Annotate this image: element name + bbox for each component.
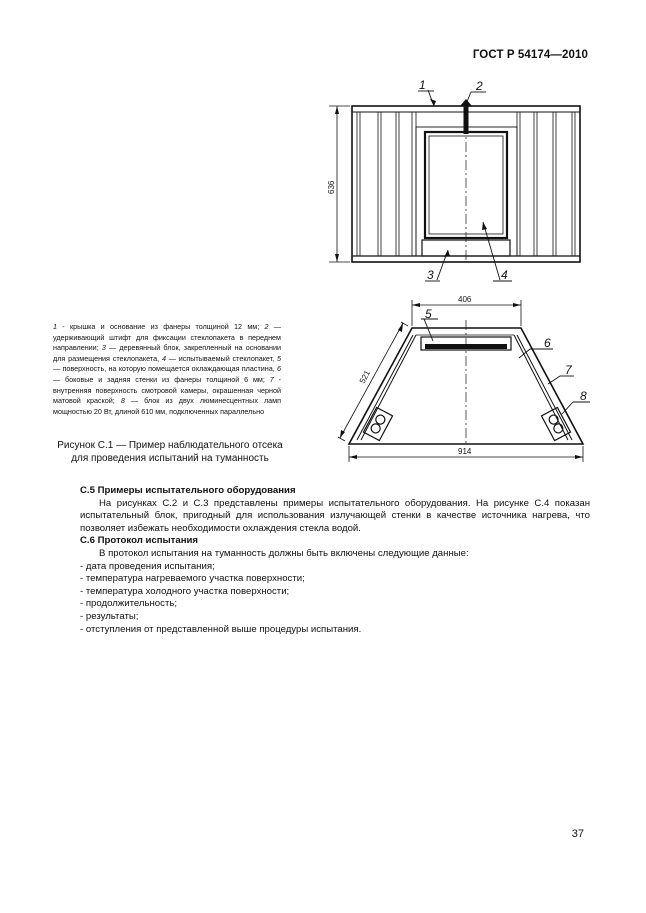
list-item: - продолжительность; <box>80 598 178 610</box>
section-c6-intro: В протокол испытания на туманность должны быть включены следующие данные: <box>99 547 469 559</box>
callout-2: 2 <box>476 79 483 93</box>
dimension-521: 521 <box>357 368 373 385</box>
dimension-406: 406 <box>458 295 472 304</box>
list-item: - результаты; <box>80 610 139 622</box>
callout-6: 6 <box>544 336 551 350</box>
list-item: - температура холодного участка поверхности; <box>80 585 290 597</box>
dimension-636: 636 <box>327 180 336 194</box>
caption-line-1: Рисунок С.1 — Пример наблюдательного отсека <box>57 440 283 451</box>
document-body <box>80 485 590 636</box>
page-number: 37 <box>571 828 584 840</box>
dimension-914: 914 <box>458 447 472 456</box>
caption-line-2: для проведения испытаний на туманность <box>71 453 269 464</box>
callout-4: 4 <box>501 268 508 282</box>
document-header: ГОСТ Р 54174—2010 <box>472 49 588 61</box>
list-item: - температура нагреваемого участка поверхности; <box>80 573 305 585</box>
figure-legend: 1 - крышка и основание из фанеры толщиной 12 мм; 2 — удерживающий штифт для фиксации стеклопакета в переднем направлении; 3 — деревянный блок, закрепленный на основании для размещения стеклопакета, 4 — испытываемый стеклопакет, 5 — поверхность, на которую помещается охлаждающая пластина, 6 — боковые и задняя стенки из фанеры толщиной 6 мм; 7 - внутренняя поверхность смотровой камеры, окрашенная черной матовой краской; 8 — блок из двух люминесцентных ламп мощностью 20 Вт, длиной 610 мм, подключенных параллельно <box>53 322 282 416</box>
callout-1: 1 <box>419 78 426 92</box>
list-item: - дата проведения испытания; <box>80 560 215 572</box>
top-lamp-blocks <box>363 407 570 440</box>
callout-8: 8 <box>580 389 587 403</box>
section-c5-heading: С.5 Примеры испытательного оборудования <box>80 485 296 496</box>
list-item: - отступления от представленной выше процедуры испытания. <box>80 623 362 635</box>
callout-5: 5 <box>425 307 432 321</box>
front-pin <box>464 106 469 134</box>
section-c6-heading: С.6 Протокол испытания <box>80 535 199 547</box>
figure-caption <box>53 439 287 465</box>
callout-3: 3 <box>427 268 434 282</box>
front-window-opening <box>416 127 517 256</box>
callout-7: 7 <box>565 363 572 377</box>
section-c5-paragraph: На рисунках С.2 и С.3 представлены примеры испытательного оборудования. На рисунке С.4 показан испытательный блок, пригодный для использования излучающей стенки в качестве источника нагрева, что позволяет избежать необходимости охлаждения стекла водой. <box>80 497 590 534</box>
